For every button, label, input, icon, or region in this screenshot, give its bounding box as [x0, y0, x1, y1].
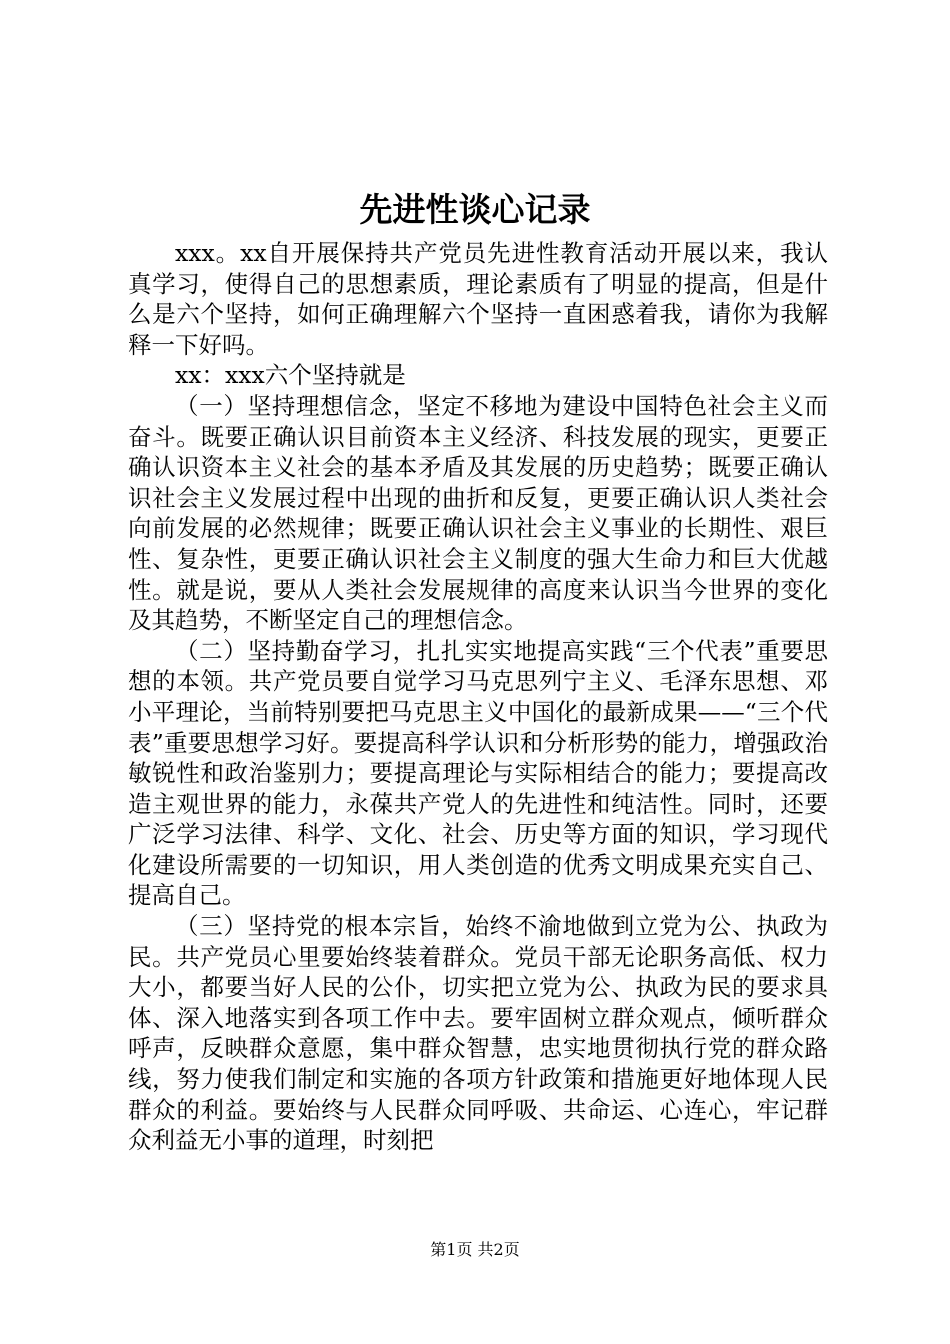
paragraph-answer-intro: xx：xxx六个坚持就是: [175, 361, 406, 390]
document-body: [128, 238, 828, 1156]
paragraph-question: xxx。xx自开展保持共产党员先进性教育活动开展以来，我认真学习，使得自己的思想素质，理论素质有了明显的提高，但是什么是六个坚持，如何正确理解六个坚持一直困惑着我，请你为我解释一下好吗。: [128, 239, 828, 359]
document-title: 先进性谈心记录: [359, 190, 591, 229]
page-footer: 第1页 共2页: [430, 1240, 520, 1259]
paragraph-point-3: （三）坚持党的根本宗旨，始终不渝地做到立党为公、执政为民。共产党员心里要始终装着群众。党员干部无论职务高低、权力大小，都要当好人民的公仆，切实把立党为公、执政为民的要求具体、深入地落实到各项工作中去。要牢固树立群众观点，倾听群众呼声，反映群众意愿，集中群众智慧，忠实地贯彻执行党的群众路线，努力使我们制定和实施的各项方针政策和措施更好地体现人民群众的利益。要始终与人民群众同呼吸、共命运、心连心，牢记群众利益无小事的道理，时刻把: [128, 912, 828, 1155]
paragraph-point-1: （一）坚持理想信念，坚定不移地为建设中国特色社会主义而奋斗。既要正确认识目前资本主义经济、科技发展的现实，更要正确认识资本主义社会的基本矛盾及其发展的历史趋势；既要正确认识社会主义发展过程中出现的曲折和反复，更要正确认识人类社会向前发展的必然规律；既要正确认识社会主义事业的长期性、艰巨性、复杂性，更要正确认识社会主义制度的强大生命力和巨大优越性。就是说，要从人类社会发展规律的高度来认识当今世界的变化及其趋势，不断坚定自己的理想信念。: [128, 391, 828, 635]
paragraph-point-2: （二）坚持勤奋学习，扎扎实实地提高实践“三个代表”重要思想的本领。共产党员要自觉学习马克思列宁主义、毛泽东思想、邓小平理论，当前特别要把马克思主义中国化的最新成果——“三个代表”重要思想学习好。要提高科学认识和分析形势的能力，增强政治敏锐性和政治鉴别力；要提高理论与实际相结合的能力；要提高改造主观世界的能力，永葆共产党人的先进性和纯洁性。同时，还要广泛学习法律、科学、文化、社会、历史等方面的知识，学习现代化建设所需要的一切知识，用人类创造的优秀文明成果充实自己、提高自己。: [128, 636, 828, 910]
